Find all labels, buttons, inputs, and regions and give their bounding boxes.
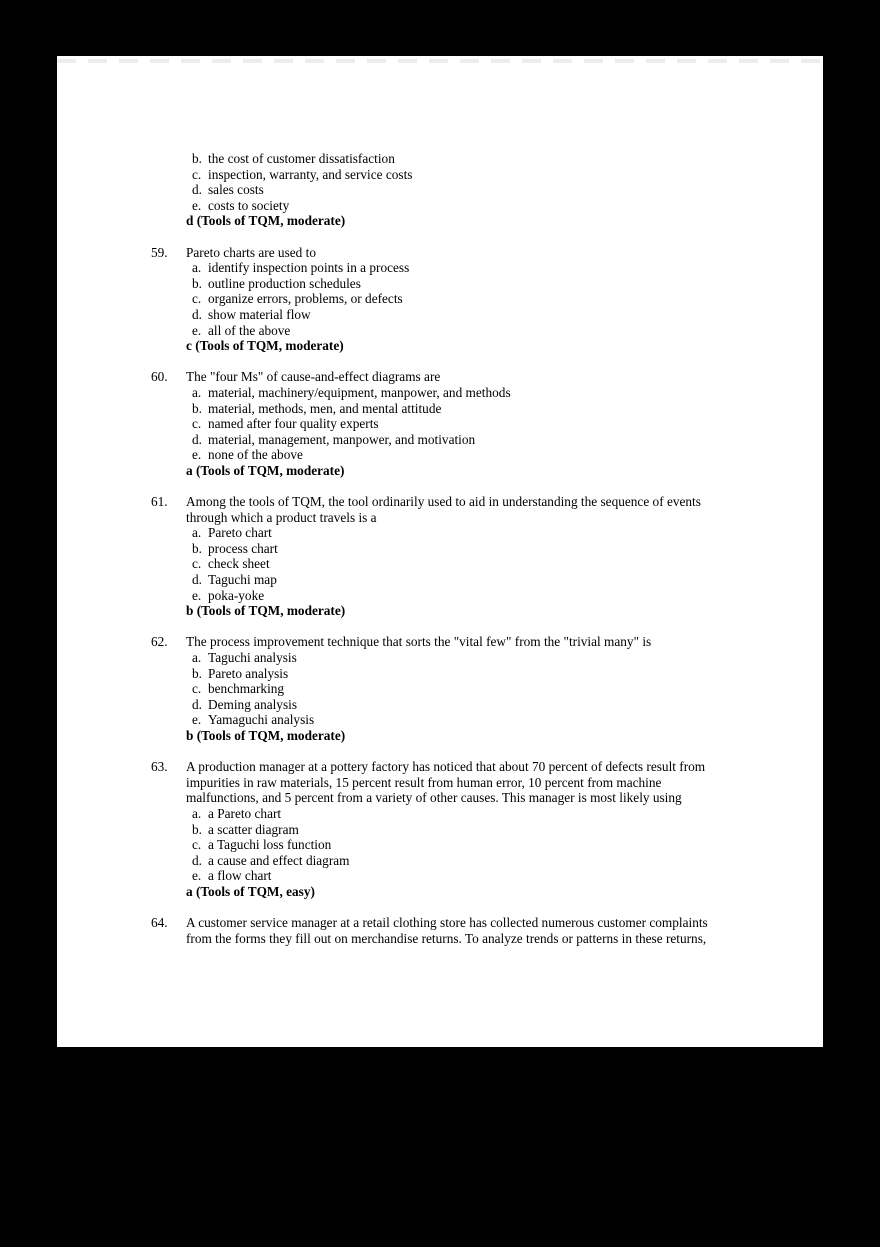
question-stem: Among the tools of TQM, the tool ordinarily used to aid in understanding the sequence of events through which a product travels is a	[186, 494, 701, 525]
document-page	[57, 56, 823, 1047]
option-row	[186, 556, 729, 572]
option-letter: e.	[192, 587, 202, 603]
option-letter: b.	[192, 665, 202, 681]
option-letter: a.	[192, 805, 202, 821]
option-text: a Pareto chart	[208, 805, 282, 821]
options-list	[186, 385, 729, 463]
option-text: the cost of customer dissatisfaction	[208, 151, 395, 166]
option-row	[186, 447, 729, 463]
option-letter: d.	[192, 431, 202, 447]
question-number: 64.	[151, 915, 168, 931]
question-body	[186, 759, 729, 899]
options-list	[186, 525, 729, 603]
question-body	[186, 151, 729, 229]
option-text: Taguchi analysis	[208, 650, 297, 665]
option-text: a cause and effect diagram	[208, 852, 350, 868]
option-text: Pareto analysis	[208, 665, 289, 681]
question-block	[151, 151, 823, 229]
answer-line: b (Tools of TQM, moderate)	[186, 603, 346, 619]
answer-line: d (Tools of TQM, moderate)	[186, 213, 346, 229]
question-block	[151, 494, 823, 619]
option-text: costs to society	[208, 197, 290, 213]
question-number: 63.	[151, 759, 168, 775]
option-row	[186, 291, 729, 307]
option-letter: c.	[192, 837, 202, 853]
option-row	[186, 198, 729, 214]
option-row	[186, 525, 729, 541]
option-text: check sheet	[208, 556, 270, 572]
option-text: show material flow	[208, 306, 311, 322]
option-text: a Taguchi loss function	[208, 837, 332, 853]
option-text: poka-yoke	[208, 587, 265, 603]
option-row	[186, 260, 729, 276]
option-row	[186, 588, 729, 604]
option-text: Pareto chart	[208, 525, 272, 541]
option-text: material, methods, men, and mental attitude	[208, 400, 442, 416]
option-text: Yamaguchi analysis	[208, 712, 315, 728]
option-letter: e.	[192, 197, 202, 213]
option-row	[186, 432, 729, 448]
option-text: Deming analysis	[208, 696, 298, 712]
answer-line: a (Tools of TQM, moderate)	[186, 462, 345, 478]
option-row	[186, 572, 729, 588]
option-letter: d.	[192, 306, 202, 322]
scan-artifact-dashes	[57, 59, 823, 63]
option-letter: c.	[192, 291, 202, 307]
question-stem: Pareto charts are used to	[186, 244, 316, 260]
option-row	[186, 416, 729, 432]
options-list	[186, 151, 729, 213]
option-letter: c.	[192, 166, 202, 182]
question-block	[151, 634, 823, 743]
question-number: 61.	[151, 494, 168, 510]
option-text: benchmarking	[208, 681, 285, 697]
option-text: material, machinery/equipment, manpower, and methods	[208, 384, 511, 400]
option-text: organize errors, problems, or defects	[208, 291, 403, 307]
question-body	[186, 245, 729, 354]
option-row	[186, 167, 729, 183]
option-letter: d.	[192, 696, 202, 712]
option-letter: b.	[192, 540, 202, 556]
option-letter: a.	[192, 525, 202, 541]
question-stem: The process improvement technique that sorts the "vital few" from the "trivial many" is	[186, 634, 652, 650]
option-letter: e.	[192, 868, 202, 884]
option-text: process chart	[208, 540, 278, 556]
option-row	[186, 385, 729, 401]
option-text: a scatter diagram	[208, 821, 299, 837]
option-letter: b.	[192, 821, 202, 837]
question-body	[186, 369, 729, 478]
option-row	[186, 650, 729, 666]
question-body	[186, 634, 729, 743]
option-row	[186, 323, 729, 339]
option-text: named after four quality experts	[208, 416, 379, 432]
option-letter: a.	[192, 650, 202, 665]
answer-line: a (Tools of TQM, easy)	[186, 883, 315, 899]
option-row	[186, 276, 729, 292]
question-number: 62.	[151, 634, 168, 650]
page-content	[151, 151, 823, 962]
answer-line: c (Tools of TQM, moderate)	[186, 338, 344, 354]
option-text: identify inspection points in a process	[208, 260, 410, 276]
option-letter: a.	[192, 384, 202, 400]
option-row	[186, 681, 729, 697]
option-row	[186, 307, 729, 323]
option-letter: e.	[192, 322, 202, 338]
option-row	[186, 868, 729, 884]
option-letter: d.	[192, 182, 202, 198]
options-list	[186, 806, 729, 884]
option-letter: a.	[192, 260, 202, 276]
question-body	[186, 915, 729, 946]
question-block	[151, 245, 823, 354]
answer-line: b (Tools of TQM, moderate)	[186, 727, 346, 743]
option-text: inspection, warranty, and service costs	[208, 166, 413, 182]
option-row	[186, 822, 729, 838]
option-letter: b.	[192, 275, 202, 291]
question-body	[186, 494, 729, 619]
option-row	[186, 853, 729, 869]
question-block	[151, 369, 823, 478]
option-text: outline production schedules	[208, 275, 361, 291]
option-row	[186, 806, 729, 822]
option-row	[186, 541, 729, 557]
option-text: sales costs	[208, 182, 264, 198]
question-number: 60.	[151, 369, 168, 385]
option-row	[186, 697, 729, 713]
options-list	[186, 260, 729, 338]
option-row	[186, 666, 729, 682]
option-letter: e.	[192, 447, 202, 463]
option-text: a flow chart	[208, 868, 272, 884]
question-stem: A production manager at a pottery factory has noticed that about 70 percent of defects result from impurities in raw materials, 15 percent result from human error, 10 percent from machine malfunctions, and 5 percent from a variety of other causes. This manager is most likely using	[186, 759, 706, 806]
option-row	[186, 182, 729, 198]
option-letter: c.	[192, 556, 202, 572]
question-block	[151, 915, 823, 946]
option-row	[186, 837, 729, 853]
options-list	[186, 650, 729, 728]
option-text: Taguchi map	[208, 572, 277, 588]
option-text: none of the above	[208, 447, 303, 463]
option-letter: c.	[192, 681, 202, 697]
option-row	[186, 401, 729, 417]
option-letter: d.	[192, 572, 202, 588]
option-row	[186, 151, 729, 167]
option-letter: e.	[192, 712, 202, 728]
question-number: 59.	[151, 244, 168, 260]
option-letter: b.	[192, 151, 202, 166]
option-text: material, management, manpower, and motivation	[208, 431, 476, 447]
option-letter: b.	[192, 400, 202, 416]
option-row	[186, 712, 729, 728]
option-letter: d.	[192, 852, 202, 868]
option-letter: c.	[192, 416, 202, 432]
question-stem: The "four Ms" of cause-and-effect diagrams are	[186, 369, 441, 385]
question-block	[151, 759, 823, 899]
question-stem: A customer service manager at a retail clothing store has collected numerous customer complaints from the forms they fill out on merchandise returns. To analyze trends or patterns in these returns,	[186, 915, 708, 946]
option-text: all of the above	[208, 322, 291, 338]
